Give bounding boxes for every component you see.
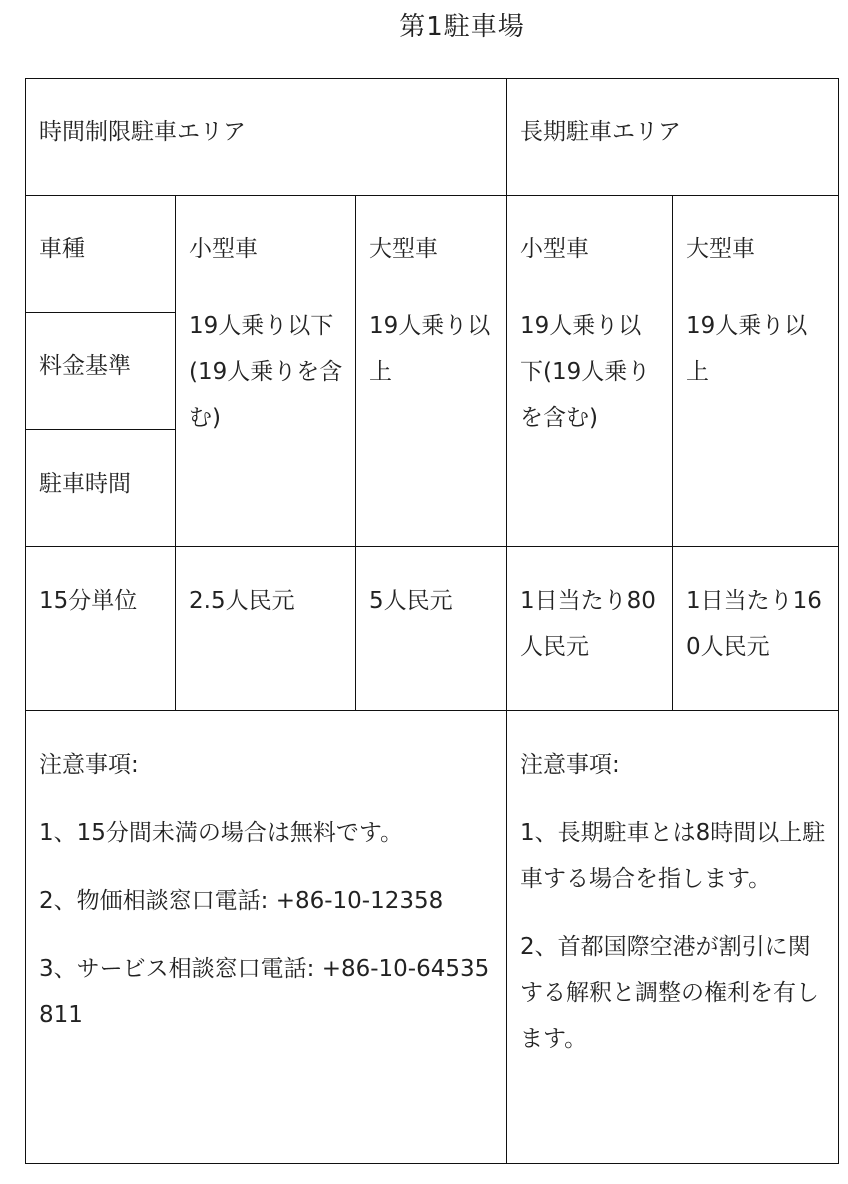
note-item: 2、物価相談窓口電話: +86-10-12358 (39, 888, 444, 914)
fee-large: 5人民元 (369, 588, 453, 614)
vehicle-type-large: 大型車 (369, 236, 438, 262)
vehicle-type-large-long-term: 大型車 (686, 236, 755, 262)
area-time-limited: 時間制限駐車エリア (39, 119, 246, 145)
fee-basis-large-long-term: 19人乗り以上 (686, 313, 808, 385)
notes-heading: 注意事項: (520, 752, 620, 778)
table-border-top (25, 78, 839, 79)
fee-small-long-term: 1日当たり80人民元 (520, 588, 656, 660)
table-rule (25, 312, 175, 313)
notes-left (25, 742, 506, 1060)
fee-basis-small: 19人乗り以下(19人乗りを含む) (189, 313, 343, 431)
table-rule (25, 429, 175, 430)
note-item: 2、首都国際空港が割引に関する解釈と調整の権利を有します。 (520, 934, 819, 1052)
note-item: 1、長期駐車とは8時間以上駐車する場合を指します。 (520, 820, 826, 892)
fee-basis-large: 19人乗り以上 (369, 313, 491, 385)
row-label-vehicle-type: 車種 (39, 236, 85, 262)
fee-small: 2.5人民元 (189, 588, 295, 614)
row-label-fee-basis: 料金基準 (39, 353, 131, 379)
table-rule (25, 546, 839, 547)
fee-basis-small-long-term: 19人乗り以下(19人乗りを含む) (520, 313, 651, 431)
row-label-parking-time: 駐車時間 (39, 471, 131, 497)
parking-fee-table (25, 78, 839, 1164)
notes-heading: 注意事項: (39, 752, 139, 778)
table-rule (25, 710, 839, 711)
note-item: 3、サービス相談窓口電話: +86-10-64535811 (39, 956, 490, 1028)
table-rule (355, 195, 356, 711)
note-item: 1、15分間未満の場合は無料です。 (39, 820, 404, 846)
notes-right (506, 742, 838, 1084)
table-rule (25, 195, 839, 196)
row-label-unit: 15分単位 (39, 588, 138, 614)
page-title: 第1駐車場 (399, 12, 525, 42)
table-border-right (838, 78, 839, 1164)
table-border-bottom (25, 1163, 839, 1164)
vehicle-type-small-long-term: 小型車 (520, 236, 589, 262)
fee-large-long-term: 1日当たり160人民元 (686, 588, 822, 660)
vehicle-type-small: 小型車 (189, 236, 258, 262)
table-rule (175, 195, 176, 711)
area-long-term: 長期駐車エリア (520, 119, 681, 145)
